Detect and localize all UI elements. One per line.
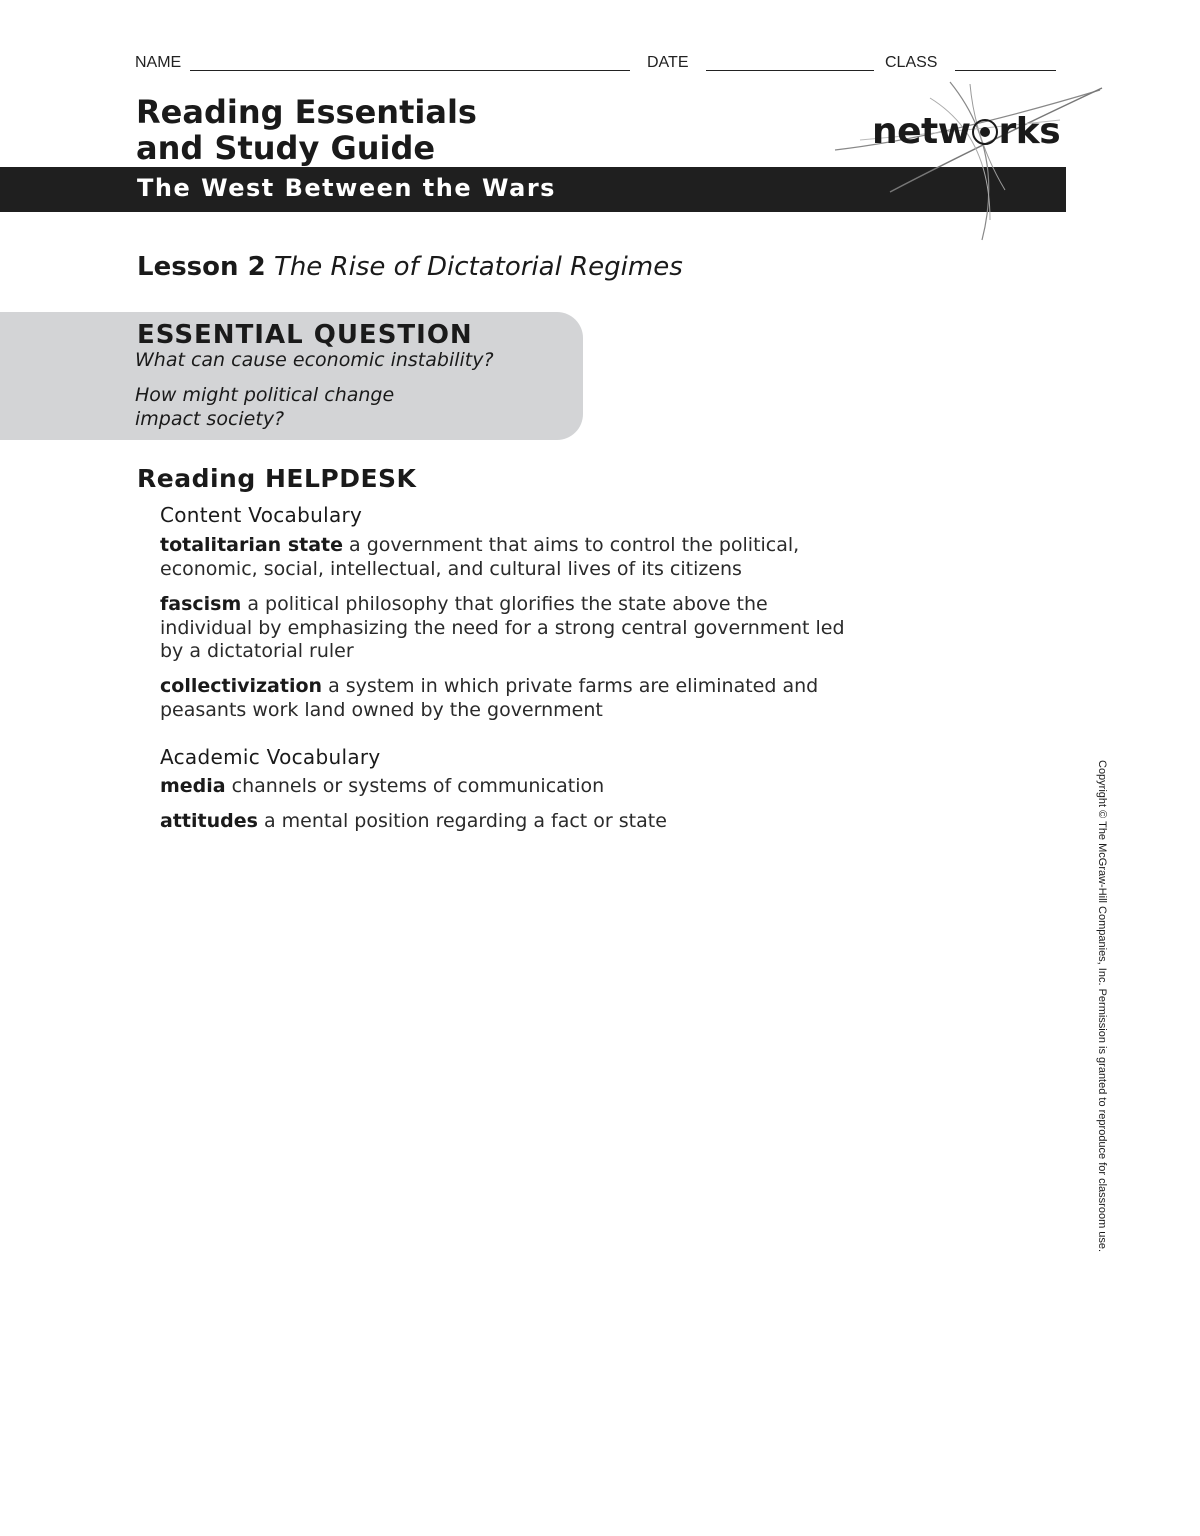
vocab-entry-attitudes	[160, 810, 860, 834]
copyright-notice: Copyright © The McGraw-Hill Companies, Inc. Permission is granted to reproduce for classroom use.	[1096, 760, 1108, 1253]
name-field[interactable]	[190, 70, 630, 71]
logo-globe-icon	[972, 119, 998, 145]
networks-swoosh-icon	[830, 80, 1110, 245]
title-line-1: Reading Essentials	[136, 93, 477, 131]
date-field[interactable]	[706, 70, 874, 71]
content-vocabulary-heading: Content Vocabulary	[160, 503, 363, 527]
vocab-definition: a political philosophy that glorifies the state above the individual by emphasizing the need for a strong central government led by a dictatorial ruler	[160, 593, 845, 662]
lesson-title: The Rise of Dictatorial Regimes	[273, 252, 683, 282]
vocab-entry-collectivization	[160, 675, 820, 722]
vocab-term: totalitarian state	[160, 534, 343, 556]
essential-question-2-line-2: impact society?	[135, 408, 285, 430]
helpdesk-heading: Reading HELPDESK	[137, 464, 417, 493]
vocab-term: media	[160, 775, 226, 797]
essential-question-1: What can cause economic instability?	[135, 349, 494, 371]
vocab-definition: a system in which private farms are eliminated and peasants work land owned by the government	[160, 675, 819, 721]
title-line-2: and Study Guide	[136, 129, 436, 167]
chapter-title: The West Between the Wars	[137, 174, 556, 202]
vocab-definition: channels or systems of communication	[231, 775, 605, 797]
vocab-term: attitudes	[160, 810, 258, 832]
lesson-heading	[137, 250, 683, 284]
lesson-number: Lesson 2	[137, 252, 266, 282]
vocab-definition: a mental position regarding a fact or state	[263, 810, 667, 832]
academic-vocabulary-heading: Academic Vocabulary	[160, 745, 381, 769]
vocab-term: fascism	[160, 593, 242, 615]
class-label: CLASS	[885, 54, 938, 71]
name-label: NAME	[135, 54, 182, 71]
vocab-definition: a government that aims to control the political, economic, social, intellectual, and cultural lives of its citizens	[160, 534, 800, 580]
page-title	[136, 94, 477, 166]
networks-logo: netw rks	[872, 111, 1061, 152]
vocab-entry-media	[160, 775, 860, 799]
essential-question-heading: ESSENTIAL QUESTION	[137, 320, 473, 350]
vocab-entry-totalitarian-state	[160, 534, 860, 581]
date-label: DATE	[647, 54, 689, 71]
class-field[interactable]	[955, 70, 1056, 71]
vocab-entry-fascism	[160, 593, 850, 664]
essential-question-2-line-1: How might political change	[135, 384, 395, 406]
vocab-term: collectivization	[160, 675, 323, 697]
